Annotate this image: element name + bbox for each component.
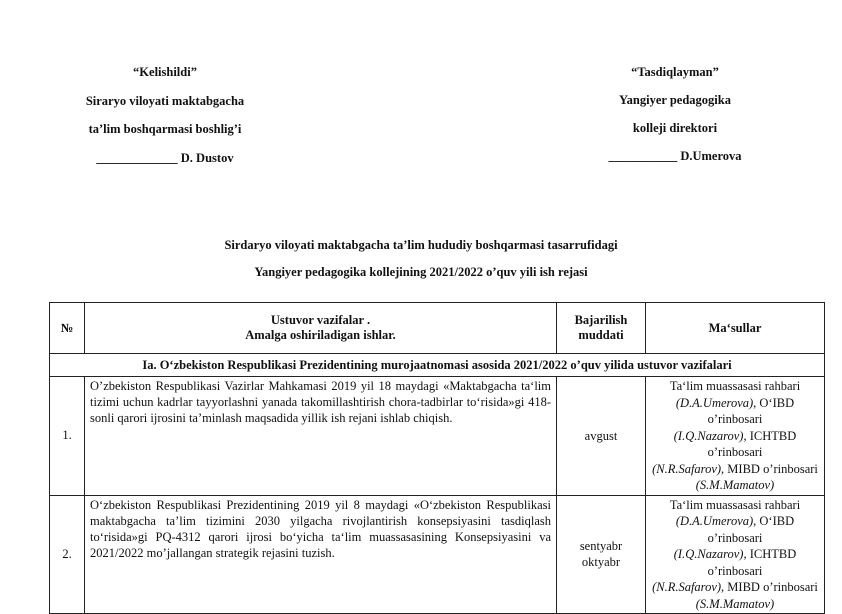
- resp-person: (S.M.Mamatov): [695, 596, 775, 611]
- work-plan-table: [49, 302, 825, 614]
- resp-role: , MIBD o’rinbosari: [721, 580, 818, 594]
- approval-left-title: “Kelishildi”: [133, 65, 197, 79]
- row-task: O‘zbekiston Respublikasi Prezidentining 2019 yil 8 maydagi «O‘zbekiston Respublikasi maktabgacha ta’lim tizimini 2030 yilgacha rivojlantirish konsepsiyasini tasdiqlash to‘risida»gi PQ-4312 qarori ijrosi bo‘yicha ta‘lim muassasasining Konsepsiyasini va 2021/2022 mo’jallangan strategik rejasini tuzish.: [85, 495, 557, 614]
- document-heading: [0, 232, 842, 286]
- resp-person: (D.A.Umerova): [675, 395, 754, 410]
- header-responsible: Ma‘sullar: [646, 303, 825, 354]
- resp-role: , ICHTBD o’rinbosari: [707, 428, 797, 459]
- approval-right-line1: Yangiyer pedagogika: [619, 93, 731, 107]
- approval-block-left: [50, 58, 280, 172]
- section-title: Ia. O‘zbekiston Respublikasi Prezidentining murojaatnomasi asosida 2021/2022 o’quv yilida ustuvor vazifalari: [50, 354, 825, 377]
- header-deadline: [557, 303, 646, 354]
- resp-role: , MIBD o’rinbosari: [721, 461, 818, 476]
- header-tasks-line1: Ustuvor vazifalar .: [270, 313, 371, 327]
- approval-right-signature: ___________ D.Umerova: [608, 149, 742, 163]
- resp-head: Ta‘lim muassasasi rahbari: [669, 379, 801, 393]
- header-deadline-line1: Bajarilish: [574, 313, 628, 327]
- approval-left-line2: ta’lim boshqarmasi boshlig’i: [88, 122, 242, 136]
- resp-person: (I.Q.Nazarov): [673, 547, 744, 561]
- approval-right-line2: kolleji direktori: [632, 121, 718, 135]
- heading-line1: Sirdaryo viloyati maktabgacha ta’lim hududiy boshqarmasi tasarrufidagi: [224, 238, 618, 252]
- row-responsible: [646, 377, 825, 496]
- header-deadline-line2: muddati: [578, 328, 624, 342]
- resp-person: (N.R.Safarov): [652, 461, 722, 476]
- heading-line2: Yangiyer pedagogika kollejining 2021/2022 o’quv yili ish rejasi: [254, 265, 588, 279]
- resp-role: , ICHTBD o’rinbosari: [707, 547, 797, 578]
- approval-left-signature: _____________ D. Dustov: [96, 150, 234, 165]
- table-header-row: [50, 303, 825, 354]
- row-number: 1.: [50, 377, 85, 496]
- row-deadline-line1: avgust: [584, 428, 618, 443]
- resp-role: , O‘IBD o’rinbosari: [707, 514, 795, 545]
- header-tasks: [85, 303, 557, 354]
- approval-right-title: “Tasdiqlayman”: [631, 65, 719, 79]
- resp-person: (D.A.Umerova): [675, 514, 754, 528]
- row-deadline-line1: sentyabr: [579, 539, 623, 554]
- approval-block-right: [565, 58, 785, 170]
- table-row: [50, 377, 825, 496]
- row-task: O’zbekiston Respublikasi Vazirlar Mahkamasi 2019 yil 18 maydagi «Maktabgacha ta‘lim tizimi uchun kadrlar tayyorlashni yanada takomillashtirish chora-tadbirlar to‘risida»gi 418-sonli qarori ijrosini ta’minlash maqsadida yillik ish rejani ishlab chiqish.: [85, 377, 557, 496]
- resp-head: Ta‘lim muassasasi rahbari: [669, 497, 801, 512]
- header-tasks-line2: Amalga oshiriladigan ishlar.: [245, 328, 396, 342]
- resp-person: (N.R.Safarov): [652, 580, 722, 594]
- header-num: №: [50, 303, 85, 354]
- row-deadline: [557, 377, 646, 496]
- row-deadline-line2: oktyabr: [581, 555, 621, 570]
- section-row: [50, 354, 825, 377]
- resp-person: (I.Q.Nazarov): [673, 428, 744, 443]
- resp-role: , O‘IBD o’rinbosari: [707, 395, 795, 426]
- approval-left-line1: Siraryo viloyati maktabgacha: [85, 93, 245, 108]
- resp-person: (S.M.Mamatov): [695, 478, 775, 492]
- row-number: 2.: [50, 495, 85, 614]
